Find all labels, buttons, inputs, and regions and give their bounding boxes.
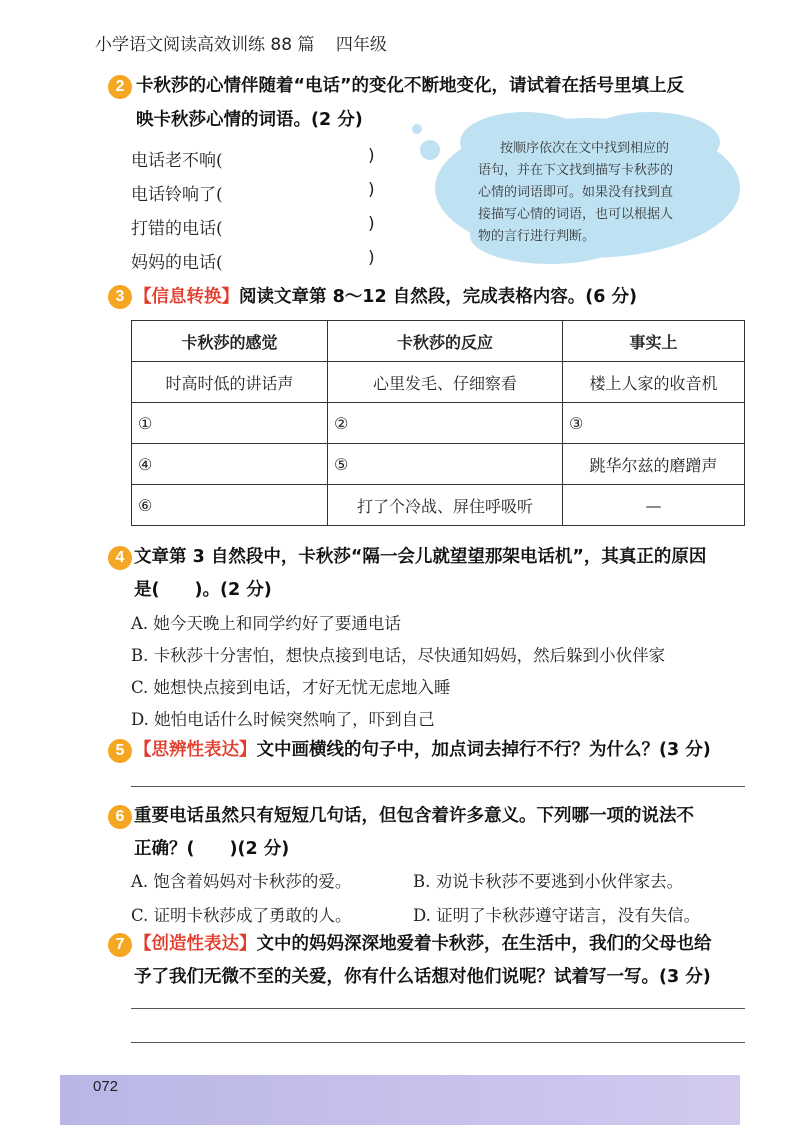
answer-blank-3[interactable]: ③ [563, 403, 745, 444]
hint-line-1: 按顺序依次在文中找到相应的 [500, 141, 670, 156]
q6-text-line2[interactable]: 正确？( )(2 分) [134, 839, 290, 859]
q4-option-c[interactable]: C. 她想快点接到电话，才好无忧无虑地入睡 [131, 678, 451, 697]
question-number-2: 2 [108, 75, 132, 99]
q4-option-d[interactable]: D. 她怕电话什么时候突然响了，吓到自己 [131, 710, 435, 729]
book-title: 小学语文阅读高效训练 88 篇 [95, 35, 315, 55]
q6-option-c[interactable]: C. 证明卡秋莎成了勇敢的人。 [131, 906, 352, 925]
hint-line-5: 物的言行进行判断。 [478, 229, 596, 244]
table-cell: 时高时低的讲话声 [132, 362, 328, 403]
question-number-5: 5 [108, 739, 132, 763]
answer-blank-4[interactable]: ④ [132, 444, 328, 485]
question-number-6: 6 [108, 805, 132, 829]
q7-instruction-1: 文中的妈妈深深地爱着卡秋莎，在生活中，我们的父母也给 [256, 934, 712, 954]
q3-instruction: 阅读文章第 8～12 自然段，完成表格内容。(6 分) [239, 287, 637, 307]
answer-blank-5[interactable]: ⑤ [328, 444, 563, 485]
q6-option-d[interactable]: D. 证明了卡秋莎遵守诺言，没有失信。 [413, 906, 701, 925]
footer-band [60, 1075, 740, 1125]
answer-blank-1[interactable]: ① [132, 403, 328, 444]
q5-instruction: 文中画横线的句子中，加点词去掉行不行？为什么？(3 分) [256, 740, 711, 760]
q3-text [134, 281, 637, 313]
table-row [132, 485, 745, 526]
q2-item-3-close: ) [368, 214, 375, 234]
q2-item-2-label: 电话铃响了( [131, 185, 223, 205]
question-number-3: 3 [108, 285, 132, 309]
q2-item-4-label: 妈妈的电话( [131, 253, 223, 273]
q2-item-4-close: ) [368, 248, 375, 268]
table-header-reaction: 卡秋莎的反应 [328, 321, 563, 362]
q2-text-line2: 映卡秋莎心情的词语。(2 分) [136, 110, 363, 130]
q7-answer-line-2[interactable] [131, 1042, 745, 1043]
q5-text [134, 734, 711, 766]
table-row [132, 444, 745, 485]
table-header-feeling: 卡秋莎的感觉 [132, 321, 328, 362]
q2-item-3-label: 打错的电话( [131, 219, 223, 239]
table-cell: 打了个冷战、屏住呼吸听 [328, 485, 563, 526]
q2-text-line1: 卡秋莎的心情伴随着“电话”的变化不断地变化，请试着在括号里填上反 [136, 76, 685, 96]
table-cell: — [563, 485, 745, 526]
q2-item-1-label: 电话老不响( [131, 151, 223, 171]
q2-item-2-close: ) [368, 180, 375, 200]
table-row [132, 362, 745, 403]
q6-option-b[interactable]: B. 劝说卡秋莎不要逃到小伙伴家去。 [413, 872, 684, 891]
q4-text-line2[interactable]: 是( )。(2 分) [134, 580, 272, 600]
q6-text-line1: 重要电话虽然只有短短几句话，但包含着许多意义。下列哪一项的说法不 [134, 806, 694, 826]
table-header-fact: 事实上 [563, 321, 745, 362]
q7-answer-line-1[interactable] [131, 1008, 745, 1009]
grade-label: 四年级 [335, 35, 387, 55]
page-number: 072 [93, 1078, 119, 1095]
table-cell: 心里发毛、仔细察看 [328, 362, 563, 403]
table-row [132, 403, 745, 444]
cloud-tail-dot-small [412, 124, 422, 134]
q5-answer-line[interactable] [131, 786, 745, 787]
table-header-row [132, 321, 745, 362]
q4-option-b[interactable]: B. 卡秋莎十分害怕，想快点接到电话，尽快通知妈妈，然后躲到小伙伴家 [131, 646, 666, 665]
question-number-4: 4 [108, 546, 132, 570]
info-table [131, 320, 745, 526]
table-cell: 楼上人家的收音机 [563, 362, 745, 403]
answer-blank-2[interactable]: ② [328, 403, 563, 444]
hint-line-4: 接描写心情的词语，也可以根据人 [478, 207, 674, 222]
q4-option-a[interactable]: A. 她今天晚上和同学约好了要通电话 [131, 614, 401, 633]
q2-item-1-close: ) [368, 146, 375, 166]
hint-line-2: 语句，并在下文找到描写卡秋莎的 [478, 163, 674, 178]
q5-tag: 【思辨性表达】 [134, 740, 257, 760]
q7-tag: 【创造性表达】 [134, 934, 257, 954]
question-number-7: 7 [108, 933, 132, 957]
q7-text-line2: 予了我们无微不至的关爱，你有什么话想对他们说呢？试着写一写。(3 分) [134, 967, 711, 987]
page-header [95, 30, 403, 55]
answer-blank-6[interactable]: ⑥ [132, 485, 328, 526]
cloud-tail-dot-large [420, 140, 440, 160]
q3-tag: 【信息转换】 [134, 287, 239, 307]
q6-option-a[interactable]: A. 饱含着妈妈对卡秋莎的爱。 [131, 872, 352, 891]
hint-text [478, 138, 718, 248]
table-cell: 跳华尔兹的磨蹭声 [563, 444, 745, 485]
q4-text-line1: 文章第 3 自然段中，卡秋莎“隔一会儿就望望那架电话机”，其真正的原因 [134, 547, 707, 567]
q7-text-line1 [134, 928, 764, 960]
hint-line-3: 心情的词语即可。如果没有找到直 [478, 185, 674, 200]
